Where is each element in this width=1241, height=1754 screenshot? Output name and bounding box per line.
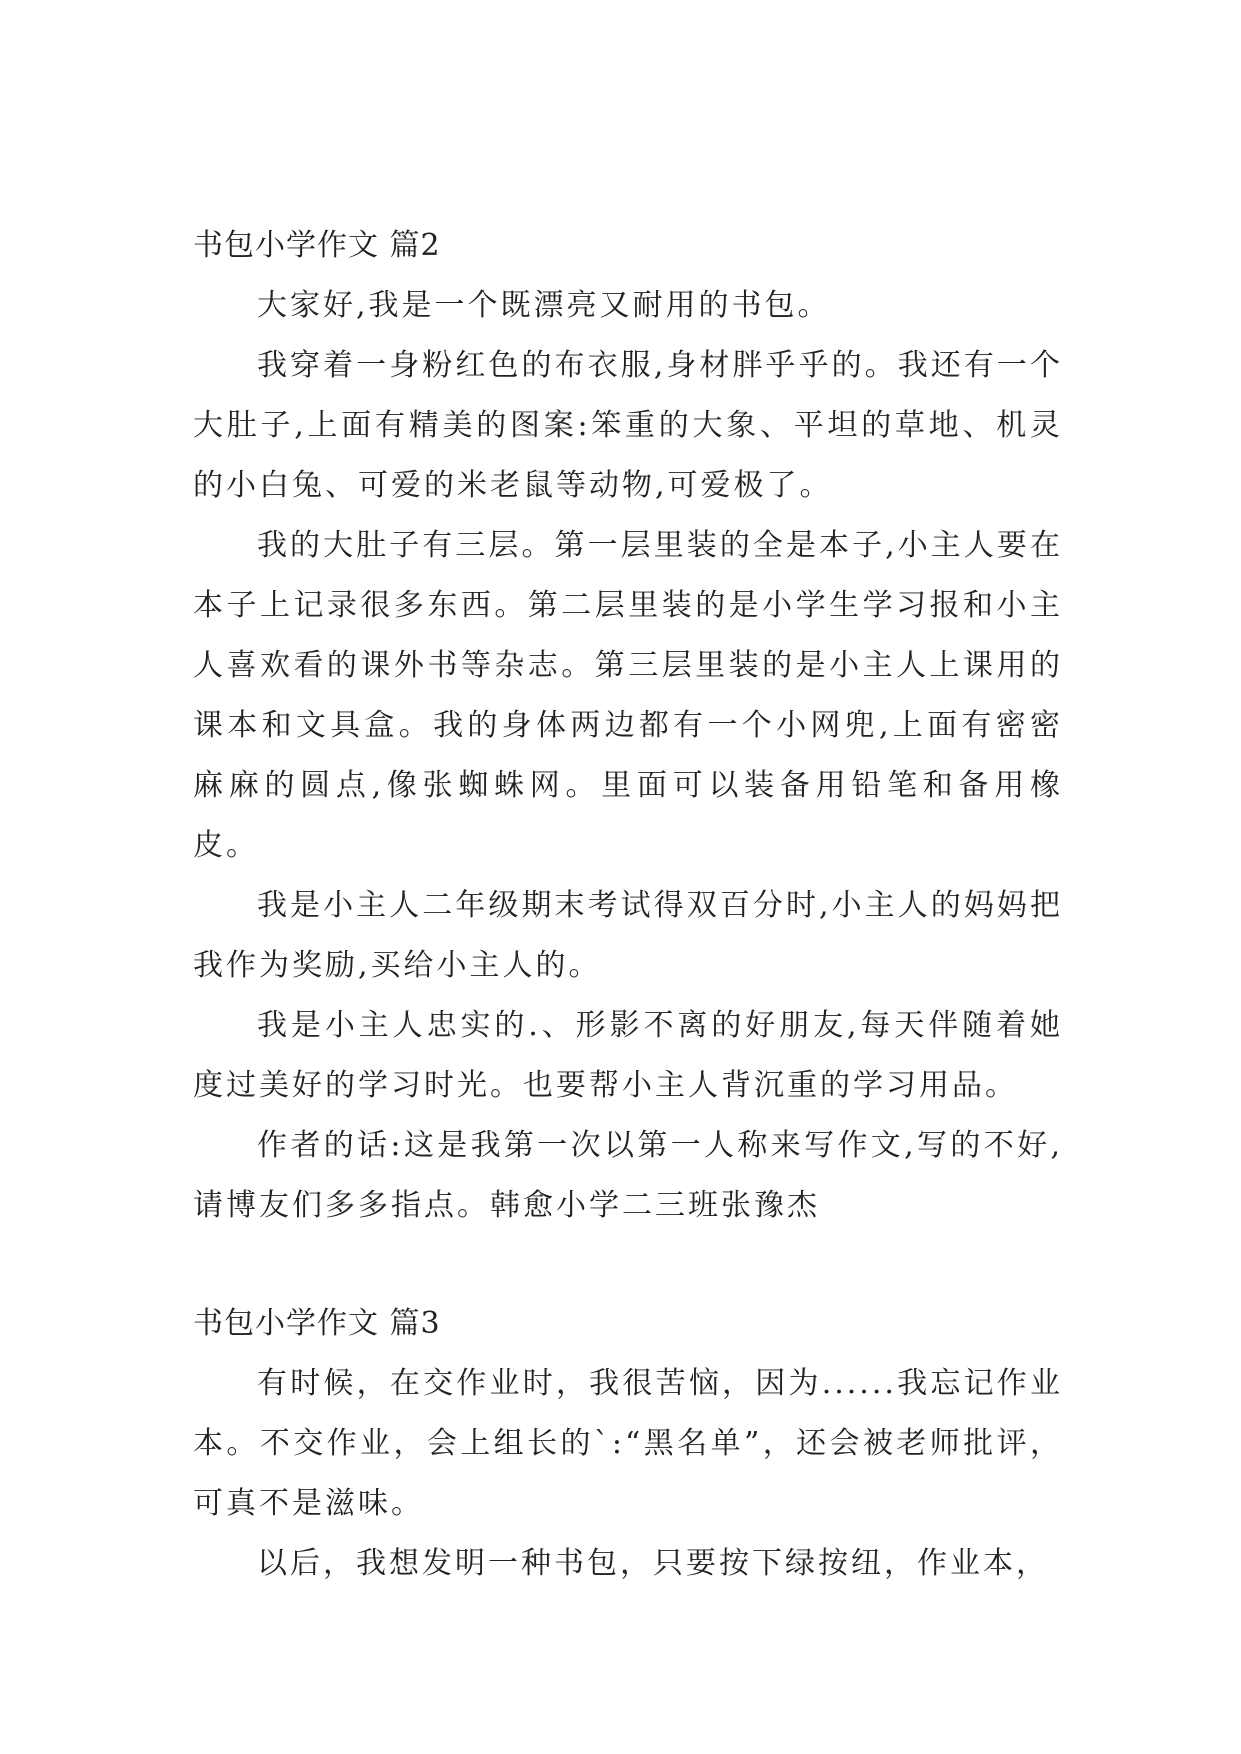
- paragraph: 我是小主人忠实的.、形影不离的好朋友,每天伴随着她度过美好的学习时光。也要帮小主人背沉重的学习用品。: [193, 1008, 1063, 1103]
- essay-section-3: [193, 1294, 1063, 1594]
- section-heading: 书包小学作文 篇2: [193, 228, 441, 263]
- paragraph: 大家好,我是一个既漂亮又耐用的书包。: [257, 288, 831, 323]
- essay-section-2: [193, 216, 1063, 1236]
- paragraph: 我穿着一身粉红色的布衣服,身材胖乎乎的。我还有一个大肚子,上面有精美的图案:笨重的大象、平坦的草地、机灵的小白兔、可爱的米老鼠等动物,可爱极了。: [193, 348, 1063, 503]
- section-heading: 书包小学作文 篇3: [193, 1306, 441, 1341]
- document-body: [193, 216, 1063, 1594]
- paragraph: 有时候，在交作业时，我很苦恼，因为......我忘记作业本。不交作业，会上组长的`:“黑名单”，还会被老师批评，可真不是滋味。: [193, 1366, 1063, 1521]
- paragraph: 以后，我想发明一种书包，只要按下绿按纽，作业本，: [257, 1546, 1049, 1581]
- paragraph: 我是小主人二年级期末考试得双百分时,小主人的妈妈把我作为奖励,买给小主人的。: [193, 888, 1063, 983]
- paragraph: 我的大肚子有三层。第一层里装的全是本子,小主人要在本子上记录很多东西。第二层里装的是小学生学习报和小主人喜欢看的课外书等杂志。第三层里装的是小主人上课用的课本和文具盒。我的身体两边都有一个小网兜,上面有密密麻麻的圆点,像张蜘蛛网。里面可以装备用铅笔和备用橡皮。: [193, 528, 1063, 863]
- paragraph: 作者的话:这是我第一次以第一人称来写作文,写的不好,请博友们多多指点。韩愈小学二三班张豫杰: [193, 1128, 1063, 1223]
